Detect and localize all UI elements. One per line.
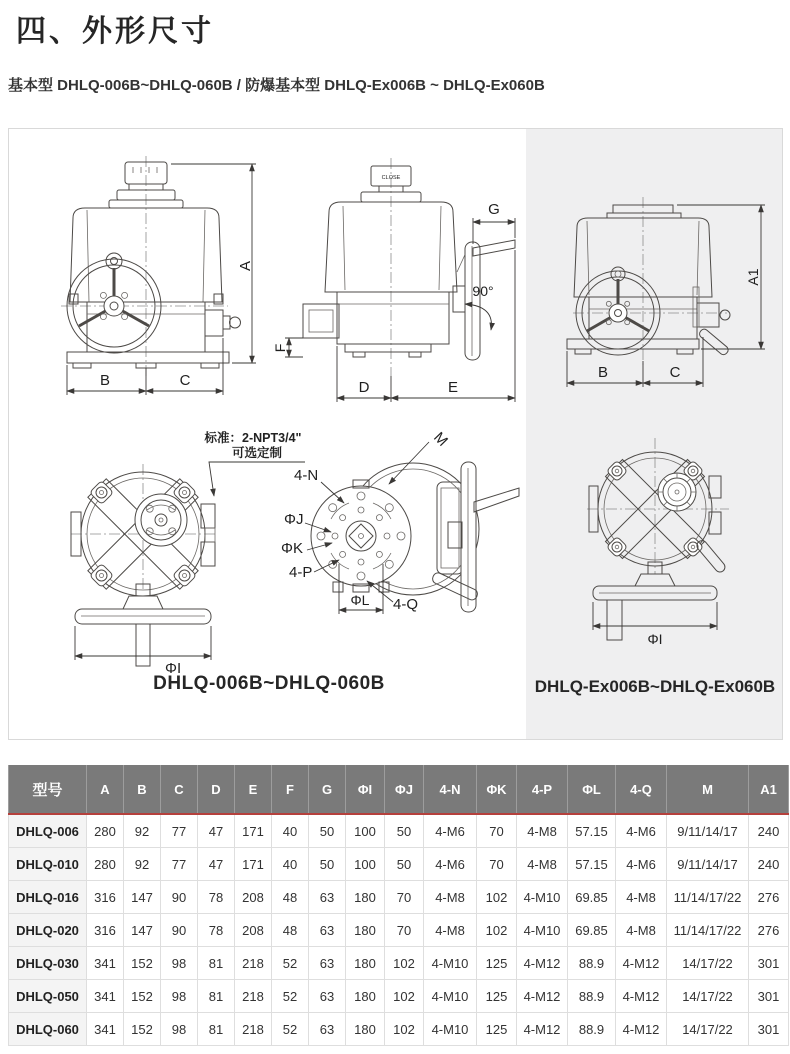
value-cell: 276: [749, 914, 789, 947]
value-cell: 301: [749, 1013, 789, 1046]
value-cell: 70: [385, 881, 424, 914]
dim-label-f: F: [272, 343, 288, 353]
dim-label-a1: A1: [745, 268, 761, 286]
value-cell: 4-M12: [517, 947, 568, 980]
value-cell: 81: [198, 947, 235, 980]
header-cell: D: [198, 765, 235, 814]
table-row: [9, 881, 789, 914]
npt-standard-note-line2: 可选定制: [231, 446, 283, 460]
value-cell: 301: [749, 947, 789, 980]
value-cell: 47: [198, 814, 235, 848]
basic-bottom-views-drawing: [13, 424, 525, 694]
value-cell: 4-M10: [517, 881, 568, 914]
value-cell: 276: [749, 881, 789, 914]
value-cell: 88.9: [568, 1013, 616, 1046]
handwheel: [67, 253, 161, 353]
value-cell: 70: [385, 914, 424, 947]
value-cell: 81: [198, 1013, 235, 1046]
value-cell: 280: [87, 848, 124, 881]
header-cell: ΦL: [568, 765, 616, 814]
model-cell: DHLQ-030: [9, 947, 87, 980]
value-cell: 48: [272, 881, 309, 914]
header-cell: 4-Q: [616, 765, 667, 814]
value-cell: 50: [309, 814, 346, 848]
value-cell: 180: [346, 881, 385, 914]
side-view: [272, 158, 515, 402]
value-cell: 88.9: [568, 980, 616, 1013]
npt-standard-note-line1: 标准：2-NPT3/4": [204, 431, 302, 445]
model-cell: DHLQ-020: [9, 914, 87, 947]
value-cell: 4-M8: [616, 881, 667, 914]
value-cell: 316: [87, 914, 124, 947]
value-cell: 102: [477, 881, 517, 914]
dim-label-m: M: [430, 428, 452, 450]
table-row: [9, 980, 789, 1013]
mounting-flange: [311, 480, 411, 592]
dim-label-phi-i: ΦI: [165, 660, 182, 677]
value-cell: 341: [87, 1013, 124, 1046]
value-cell: 218: [235, 947, 272, 980]
value-cell: 280: [87, 814, 124, 848]
ex-bottom-view-drawing: [537, 424, 782, 684]
value-cell: 102: [385, 1013, 424, 1046]
value-cell: 77: [161, 814, 198, 848]
value-cell: 40: [272, 848, 309, 881]
header-cell: F: [272, 765, 309, 814]
value-cell: 78: [198, 914, 235, 947]
value-cell: 341: [87, 947, 124, 980]
header-cell: E: [235, 765, 272, 814]
page-title: 四、外形尺寸: [16, 15, 214, 48]
value-cell: 4-M8: [616, 914, 667, 947]
value-cell: 4-M6: [424, 814, 477, 848]
table-row: [9, 947, 789, 980]
value-cell: 180: [346, 947, 385, 980]
value-cell: 63: [309, 914, 346, 947]
value-cell: 48: [272, 914, 309, 947]
front-view: [61, 156, 256, 395]
value-cell: 316: [87, 881, 124, 914]
value-cell: 125: [477, 947, 517, 980]
header-cell: ΦK: [477, 765, 517, 814]
header-cell: ΦI: [346, 765, 385, 814]
value-cell: 57.15: [568, 848, 616, 881]
value-cell: 102: [385, 980, 424, 1013]
model-cell: DHLQ-060: [9, 1013, 87, 1046]
value-cell: 152: [124, 980, 161, 1013]
value-cell: 77: [161, 848, 198, 881]
value-cell: 50: [385, 848, 424, 881]
table-header: [9, 765, 789, 814]
value-cell: 69.85: [568, 881, 616, 914]
value-cell: 81: [198, 980, 235, 1013]
value-cell: 78: [198, 881, 235, 914]
dimensions-table: [8, 765, 789, 1046]
ex-front-view-drawing: [537, 191, 782, 401]
value-cell: 63: [309, 881, 346, 914]
value-cell: 14/17/22: [667, 980, 749, 1013]
value-cell: 171: [235, 814, 272, 848]
value-cell: 171: [235, 848, 272, 881]
dim-label-d: D: [358, 379, 370, 396]
label-4q: 4-Q: [393, 596, 419, 613]
value-cell: 208: [235, 881, 272, 914]
value-cell: 69.85: [568, 914, 616, 947]
header-cell: B: [124, 765, 161, 814]
table-row: [9, 1013, 789, 1046]
header-cell: ΦJ: [385, 765, 424, 814]
value-cell: 301: [749, 980, 789, 1013]
value-cell: 98: [161, 947, 198, 980]
value-cell: 4-M10: [424, 947, 477, 980]
value-cell: 52: [272, 980, 309, 1013]
value-cell: 180: [346, 914, 385, 947]
value-cell: 218: [235, 1013, 272, 1046]
value-cell: 47: [198, 848, 235, 881]
value-cell: 4-M6: [616, 814, 667, 848]
value-cell: 92: [124, 814, 161, 848]
header-cell: C: [161, 765, 198, 814]
drawings-panel: [8, 128, 783, 740]
value-cell: 4-M8: [517, 848, 568, 881]
value-cell: 52: [272, 1013, 309, 1046]
bottom-view-middle: [281, 429, 519, 614]
value-cell: 50: [309, 848, 346, 881]
value-cell: 4-M8: [424, 881, 477, 914]
value-cell: 147: [124, 881, 161, 914]
value-cell: 9/11/14/17: [667, 848, 749, 881]
dim-label-phi-i-ex: ΦI: [647, 631, 663, 647]
value-cell: 4-M12: [616, 1013, 667, 1046]
caption-explosion-proof-type: DHLQ-Ex006B~DHLQ-Ex060B: [534, 677, 776, 696]
value-cell: 180: [346, 980, 385, 1013]
table-row: [9, 848, 789, 881]
model-cell: DHLQ-006: [9, 814, 87, 848]
value-cell: 4-M6: [424, 848, 477, 881]
dim-label-phi-l: ΦL: [350, 592, 370, 608]
value-cell: 40: [272, 814, 309, 848]
dim-label-c: C: [179, 372, 191, 389]
dim-label-a: A: [237, 260, 254, 272]
model-cell: DHLQ-010: [9, 848, 87, 881]
value-cell: 52: [272, 947, 309, 980]
value-cell: 100: [346, 848, 385, 881]
value-cell: 98: [161, 1013, 198, 1046]
value-cell: 9/11/14/17: [667, 814, 749, 848]
bottom-view-left: [71, 430, 305, 677]
basic-front-side-views-drawing: [13, 154, 525, 434]
position-indicator: [658, 473, 696, 511]
header-cell: 型号: [9, 765, 87, 814]
dim-label-b: B: [99, 372, 111, 389]
value-cell: 147: [124, 914, 161, 947]
value-cell: 4-M12: [616, 947, 667, 980]
value-cell: 11/14/17/22: [667, 881, 749, 914]
table-body: [9, 814, 789, 1046]
label-phi-k: ΦK: [281, 540, 303, 557]
value-cell: 4-M12: [517, 980, 568, 1013]
center-hub: [135, 494, 187, 546]
value-cell: 125: [477, 1013, 517, 1046]
dim-label-b-ex: B: [597, 364, 609, 381]
value-cell: 70: [477, 848, 517, 881]
label-phi-j: ΦJ: [284, 511, 304, 528]
value-cell: 4-M8: [424, 914, 477, 947]
model-cell: DHLQ-050: [9, 980, 87, 1013]
value-cell: 125: [477, 980, 517, 1013]
dim-label-e: E: [447, 379, 459, 396]
close-label: CLOSE: [381, 175, 401, 181]
value-cell: 180: [346, 1013, 385, 1046]
value-cell: 63: [309, 1013, 346, 1046]
value-cell: 208: [235, 914, 272, 947]
value-cell: 4-M6: [616, 848, 667, 881]
value-cell: 240: [749, 814, 789, 848]
header-cell: A1: [749, 765, 789, 814]
header-cell: G: [309, 765, 346, 814]
value-cell: 152: [124, 947, 161, 980]
value-cell: 14/17/22: [667, 947, 749, 980]
header-cell: M: [667, 765, 749, 814]
value-cell: 4-M10: [424, 980, 477, 1013]
value-cell: 240: [749, 848, 789, 881]
handwheel-edge: [453, 240, 515, 360]
value-cell: 152: [124, 1013, 161, 1046]
dim-label-c-ex: C: [669, 364, 681, 381]
value-cell: 57.15: [568, 814, 616, 848]
value-cell: 70: [477, 814, 517, 848]
value-cell: 90: [161, 914, 198, 947]
value-cell: 92: [124, 848, 161, 881]
table-row: [9, 814, 789, 848]
value-cell: 102: [385, 947, 424, 980]
value-cell: 4-M10: [424, 1013, 477, 1046]
value-cell: 341: [87, 980, 124, 1013]
rotation-angle-label: 90°: [472, 283, 494, 299]
value-cell: 4-M8: [517, 814, 568, 848]
value-cell: 11/14/17/22: [667, 914, 749, 947]
label-4n: 4-N: [294, 467, 319, 484]
value-cell: 100: [346, 814, 385, 848]
value-cell: 102: [477, 914, 517, 947]
header-cell: 4-P: [517, 765, 568, 814]
header-cell: A: [87, 765, 124, 814]
value-cell: 63: [309, 947, 346, 980]
value-cell: 4-M12: [616, 980, 667, 1013]
value-cell: 90: [161, 881, 198, 914]
value-cell: 88.9: [568, 947, 616, 980]
value-cell: 14/17/22: [667, 1013, 749, 1046]
value-cell: 218: [235, 980, 272, 1013]
header-cell: 4-N: [424, 765, 477, 814]
caption-basic-type: DHLQ-006B~DHLQ-060B: [153, 673, 385, 694]
table-row: [9, 914, 789, 947]
value-cell: 63: [309, 980, 346, 1013]
value-cell: 4-M12: [517, 1013, 568, 1046]
dim-label-g: G: [488, 201, 500, 218]
value-cell: 98: [161, 980, 198, 1013]
model-range-subtitle: 基本型 DHLQ-006B~DHLQ-060B / 防爆基本型 DHLQ-Ex006B ~ DHLQ-Ex060B: [8, 77, 545, 94]
model-cell: DHLQ-016: [9, 881, 87, 914]
value-cell: 50: [385, 814, 424, 848]
value-cell: 4-M10: [517, 914, 568, 947]
label-4p: 4-P: [289, 564, 313, 581]
